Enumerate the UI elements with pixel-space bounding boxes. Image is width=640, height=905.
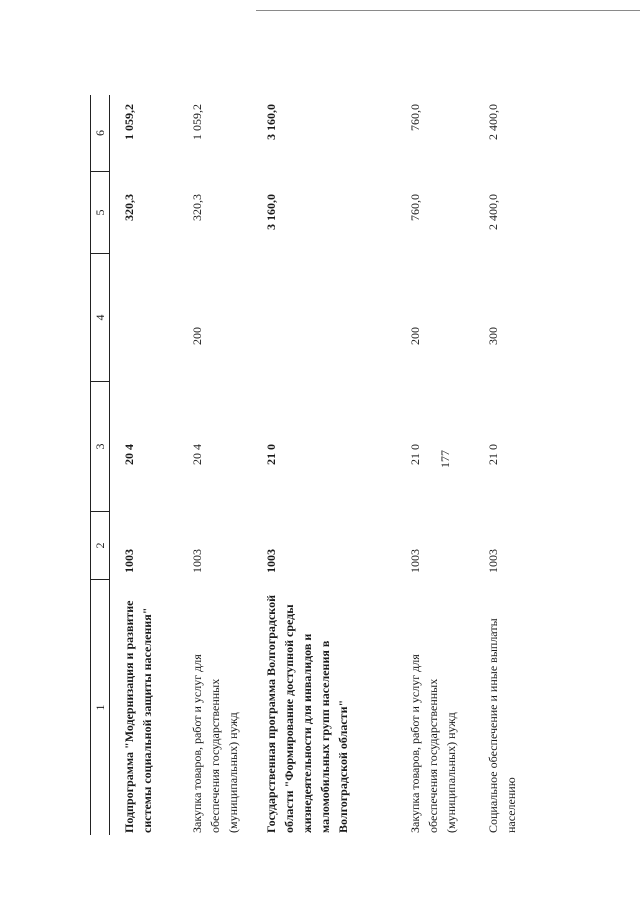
- row-5-name: Социальное обеспечение и иные выплаты населению: [486, 618, 518, 833]
- row-2-target: 20 4: [190, 444, 204, 465]
- row-1-code: 1003: [122, 549, 136, 573]
- column-header-6: 6: [91, 95, 109, 172]
- column-header-5: 5: [91, 172, 109, 254]
- row-4-name: Закупка товаров, работ и услуг для обеспечения государственных (муниципальных) нужд: [408, 654, 458, 833]
- row-2-amount-5: 320,3: [190, 194, 204, 221]
- row-5-amount-6: 2 400,0: [486, 104, 500, 140]
- row-2-expense-type: 200: [190, 327, 204, 345]
- row-2-amount-6: 1 059,2: [190, 104, 204, 140]
- row-4-expense-type: 200: [408, 327, 422, 345]
- row-3-amount-5: 3 160,0: [264, 194, 278, 230]
- row-3-name: Государственная программа Волгоградской области "Формирование доступной среды жизнедеятельности для инвалидов и маломобильных групп населения в Волгоградской области": [264, 595, 350, 833]
- row-3-target: 21 0: [264, 444, 278, 465]
- row-1-amount-6: 1 059,2: [122, 104, 136, 140]
- row-4-code: 1003: [408, 549, 422, 573]
- table-header-row: [90, 95, 110, 835]
- row-5-amount-5: 2 400,0: [486, 194, 500, 230]
- row-1-amount-5: 320,3: [122, 194, 136, 221]
- page-number: 177: [438, 450, 452, 468]
- row-5-expense-type: 300: [486, 327, 500, 345]
- row-4-target: 21 0: [408, 444, 422, 465]
- row-1-name: Подпрограмма "Модернизация и развитие системы социальной защиты населения": [122, 600, 154, 833]
- column-header-1: 1: [93, 704, 107, 711]
- row-2-name: Закупка товаров, работ и услуг для обеспечения государственных (муниципальных) нужд: [190, 654, 240, 833]
- row-2-code: 1003: [190, 549, 204, 573]
- column-header-4: 4: [91, 254, 109, 382]
- row-5-code: 1003: [486, 549, 500, 573]
- scan-edge-line: [256, 10, 640, 11]
- budget-table: [90, 95, 560, 835]
- row-3-code: 1003: [264, 549, 278, 573]
- row-5-target: 21 0: [486, 444, 500, 465]
- column-header-3: 3: [91, 382, 109, 512]
- row-1-target: 20 4: [122, 444, 136, 465]
- column-header-2: 2: [91, 512, 109, 580]
- row-4-amount-5: 760,0: [408, 194, 422, 221]
- row-3-amount-6: 3 160,0: [264, 104, 278, 140]
- row-4-amount-6: 760,0: [408, 104, 422, 131]
